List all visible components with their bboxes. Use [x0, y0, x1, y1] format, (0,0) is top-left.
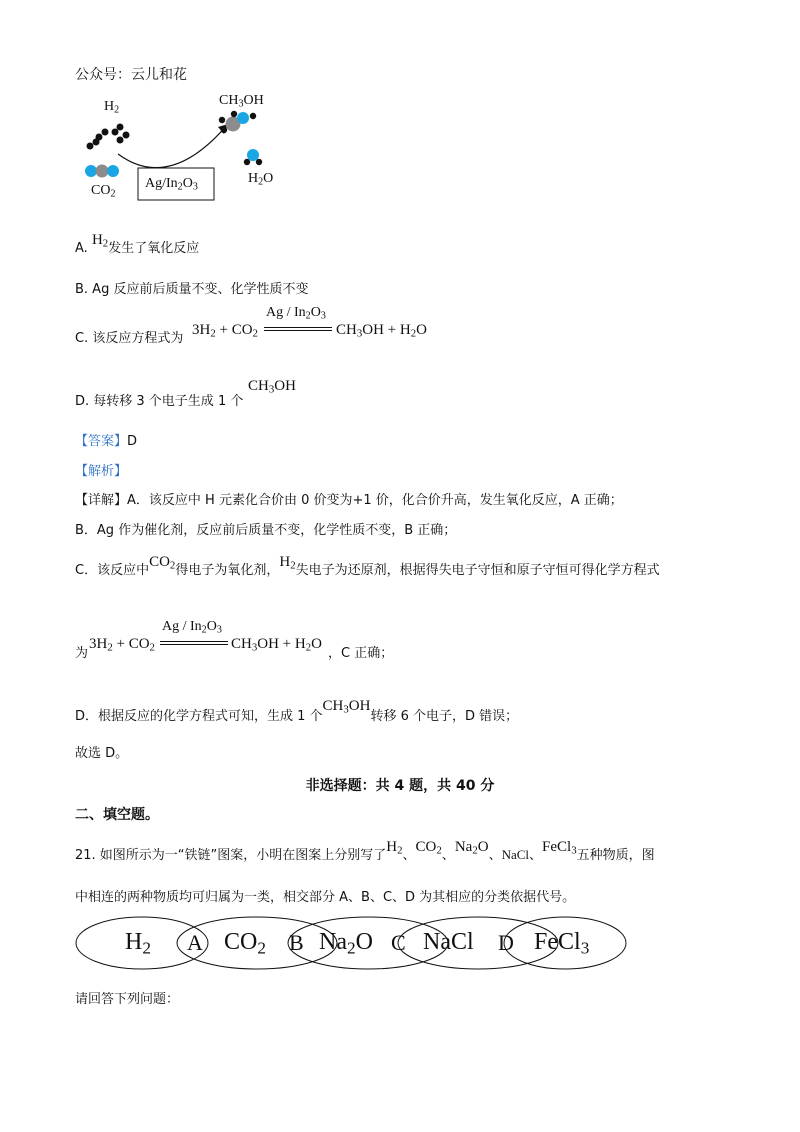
chain-letter-b: B: [289, 930, 304, 955]
chain-item-h2: $H_2$: [125, 929, 151, 958]
option-c-rhs: $CH_3OH + H_2O$: [336, 322, 427, 340]
h2-label: $H_2$: [104, 99, 120, 116]
detail-eq-lhs: $3H_2 + CO_2$: [89, 636, 155, 654]
h2o-label: $H_2O$: [248, 171, 274, 188]
answer-line: 【答案】D: [75, 434, 138, 449]
option-d-formula: $CH_3OH$: [248, 378, 296, 396]
detail-line-4-end: ，C 正确；: [328, 646, 394, 661]
ch3oh-label: $CH_3OH$: [219, 93, 264, 110]
detail-eq-catalyst: Ag / $In_2O_3$: [162, 619, 222, 636]
h2-molecules: [87, 124, 130, 150]
chain-letter-a: A: [187, 930, 203, 955]
chain-item-nacl: NaCl: [423, 929, 474, 955]
co2-label: $CO_2$: [91, 183, 116, 200]
option-a: A. $H_2$发生了氧化反应: [75, 232, 200, 256]
detail-line-1: 【详解】A．该反应中 H 元素化合价由 0 价变为+1 价，化合价升高，发生氧化反应，A 正确；: [75, 493, 623, 508]
co2-molecule: [85, 165, 119, 178]
chain-item-fecl3: FeCl$_3$: [534, 929, 590, 958]
detail-line-3: C．该反应中$CO_2$得电子为氧化剂，$H_2$失电子为还原剂，根据得失电子守恒和原子守恒可得化学方程式: [75, 554, 660, 578]
ch3oh-molecule: [219, 111, 256, 133]
reaction-arrow: [118, 124, 228, 168]
detail-line-2: B．Ag 作为催化剂，反应前后质量不变，化学性质不变，B 正确；: [75, 523, 457, 538]
detail-line-6: 故选 D。: [75, 746, 129, 761]
chain-item-co2: $CO_2$: [224, 929, 266, 958]
catalyst-label: $Ag/In_2O_3$: [145, 176, 198, 193]
chain-letter-d: D: [498, 930, 514, 955]
option-c-equals: [264, 327, 332, 331]
option-d: D. 每转移 3 个电子生成 1 个: [75, 394, 244, 409]
q21-prompt: 请回答下列问题：: [75, 992, 180, 1007]
option-c: C. 该反应方程式为: [75, 331, 184, 346]
detail-eq-equals: [160, 641, 228, 645]
q21-line-2: 中相连的两种物质均可归属为一类，相交部分 A、B、C、D 为其相应的分类依据代号。: [75, 890, 576, 905]
detail-line-5: D．根据反应的化学方程式可知，生成 1 个$CH_3OH$转移 6 个电子，D 错误；: [75, 698, 519, 724]
option-c-lhs: $3H_2 + CO_2$: [192, 322, 258, 340]
analysis-tag: 【解析】: [75, 464, 128, 479]
h2o-molecule: [244, 149, 262, 165]
detail-line-4-prefix: 为: [75, 646, 89, 661]
option-b: B. Ag 反应前后质量不变、化学性质不变: [75, 282, 309, 297]
chain-letter-c: C: [391, 930, 406, 955]
chain-item-na2o: $Na_2O$: [319, 929, 373, 958]
part-heading: 二、填空题。: [75, 807, 159, 823]
option-c-catalyst: Ag / $In_2O_3$: [266, 305, 326, 322]
detail-eq-rhs: $CH_3OH + H_2O$: [231, 636, 322, 654]
section-heading: 非选择题：共 4 题，共 40 分: [305, 778, 495, 794]
q21-line-1: 21. 如图所示为一“铁链”图案，小明在图案上分别写了$H_2$、$CO_2$、$Na_2O$、NaCl、FeCl$_3$五种物质，图: [75, 839, 655, 863]
watermark: 公众号：云儿和花: [75, 67, 187, 83]
